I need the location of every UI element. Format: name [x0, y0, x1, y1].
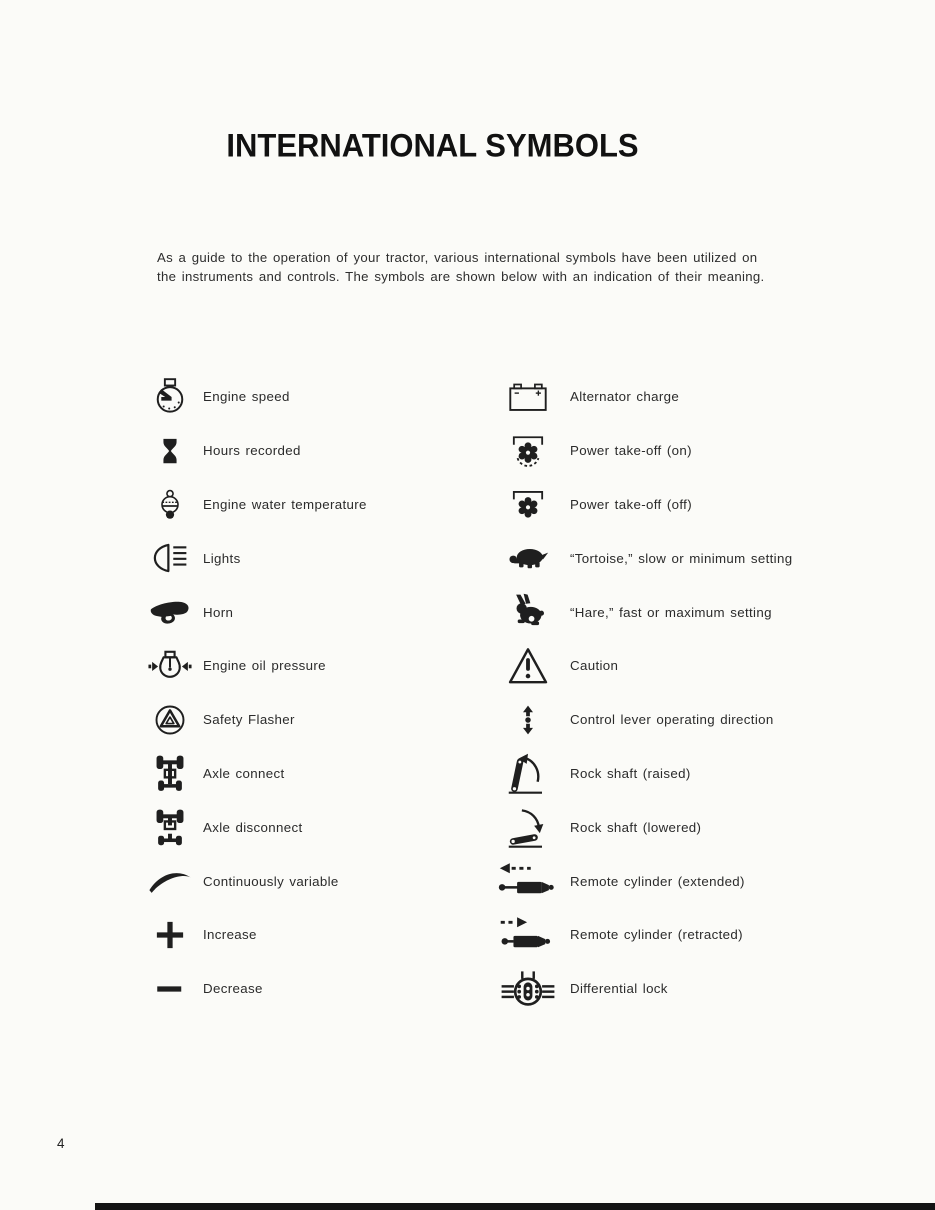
- pto-off-icon: [490, 483, 566, 525]
- symbol-label: Hours recorded: [203, 443, 301, 459]
- engine-speed-icon: [148, 376, 192, 418]
- symbol-row: [148, 854, 493, 908]
- intro-line-1: As a guide to the operation of your tractor, various international symbols have been utilized on: [157, 250, 758, 265]
- symbol-row: [490, 747, 935, 801]
- symbol-row: [148, 478, 493, 532]
- rock-shaft-lowered-icon: [490, 804, 566, 850]
- oil-pressure-icon: [148, 649, 192, 683]
- horn-icon: [148, 596, 192, 628]
- symbol-label: Axle connect: [203, 765, 285, 781]
- symbol-label: “Tortoise,” slow or minimum setting: [570, 550, 793, 566]
- symbol-row: [490, 370, 935, 424]
- symbol-row: [148, 531, 493, 585]
- symbol-label: Power take-off (off): [570, 496, 692, 512]
- tortoise-icon: [490, 541, 566, 575]
- water-temperature-icon: [148, 483, 192, 525]
- symbol-row: [490, 531, 935, 585]
- symbol-label: Horn: [203, 604, 234, 620]
- symbol-label: Lights: [203, 550, 241, 566]
- symbol-label: Rock shaft (raised): [570, 765, 691, 781]
- symbol-row: [490, 639, 935, 693]
- symbol-label: Decrease: [203, 981, 263, 997]
- rock-shaft-raised-icon: [490, 750, 566, 796]
- minus-icon: [148, 971, 192, 1007]
- symbol-row: [148, 693, 493, 747]
- symbol-row: [148, 747, 493, 801]
- symbol-label: Differential lock: [570, 981, 668, 997]
- symbol-label: Engine water temperature: [203, 496, 367, 512]
- axle-connect-icon: [148, 751, 192, 795]
- remote-cylinder-extended-icon: [490, 861, 566, 901]
- caution-triangle-icon: [490, 645, 566, 687]
- continuously-variable-icon: [148, 866, 192, 896]
- symbol-label: Engine speed: [203, 389, 290, 405]
- symbol-row: [148, 908, 493, 962]
- symbol-label: Power take-off (on): [570, 443, 692, 459]
- symbol-row: [148, 962, 493, 1016]
- symbol-label: Safety Flasher: [203, 712, 295, 728]
- symbol-row: [148, 424, 493, 478]
- symbol-row: [490, 908, 935, 962]
- symbol-label: Control lever operating direction: [570, 712, 774, 728]
- headlight-icon: [148, 540, 192, 576]
- symbol-row: [490, 962, 935, 1016]
- axle-disconnect-icon: [148, 805, 192, 849]
- symbol-label: Increase: [203, 927, 257, 943]
- symbol-label: Continuously variable: [203, 873, 339, 889]
- symbol-row: [490, 693, 935, 747]
- symbol-label: Axle disconnect: [203, 819, 303, 835]
- symbol-label: Rock shaft (lowered): [570, 819, 702, 835]
- symbol-row: [148, 800, 493, 854]
- control-lever-direction-icon: [490, 696, 566, 744]
- hourglass-icon: [148, 431, 192, 471]
- intro-line-2: the instruments and controls. The symbols are shown below with an indication of their meaning.: [157, 268, 765, 284]
- differential-lock-icon: [490, 967, 566, 1011]
- symbol-row: [490, 800, 935, 854]
- remote-cylinder-retracted-icon: [490, 915, 566, 955]
- symbol-row: [490, 854, 935, 908]
- symbols-column-left: [148, 370, 493, 1016]
- symbol-label: Remote cylinder (extended): [570, 873, 745, 889]
- symbol-label: Remote cylinder (retracted): [570, 927, 743, 943]
- scan-edge-strip: [95, 1203, 935, 1210]
- plus-icon: [148, 917, 192, 953]
- symbol-row: [490, 424, 935, 478]
- symbol-row: [490, 585, 935, 639]
- pto-on-icon: [490, 430, 566, 472]
- symbol-label: Alternator charge: [570, 389, 680, 405]
- battery-icon: [490, 378, 566, 416]
- intro-paragraph: [157, 249, 797, 286]
- hare-icon: [490, 591, 566, 633]
- symbol-row: [148, 639, 493, 693]
- page-title: INTERNATIONAL SYMBOLS: [226, 127, 639, 164]
- symbol-label: Caution: [570, 658, 619, 674]
- symbol-row: [148, 370, 493, 424]
- symbol-row: [148, 585, 493, 639]
- symbol-label: “Hare,” fast or maximum setting: [570, 604, 772, 620]
- page-number: 4: [57, 1136, 65, 1151]
- symbol-label: Engine oil pressure: [203, 658, 326, 674]
- safety-flasher-icon: [148, 700, 192, 740]
- symbol-row: [490, 478, 935, 532]
- symbols-column-right: [490, 370, 935, 1016]
